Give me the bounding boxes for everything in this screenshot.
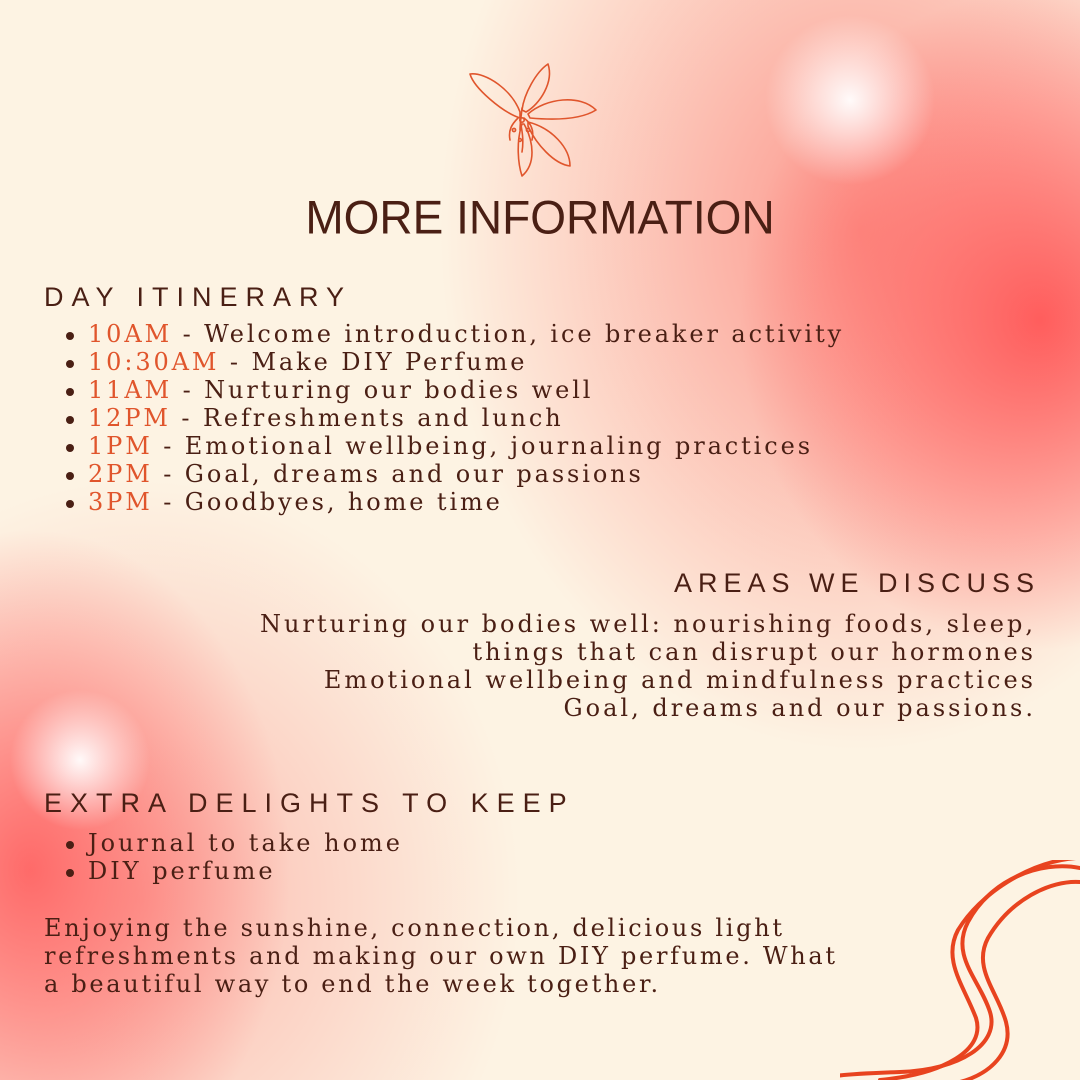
list-item — [62, 829, 403, 857]
bullet-icon — [66, 869, 74, 877]
itinerary-heading: DAY ITINERARY — [44, 282, 353, 312]
time-label: 11AM — [88, 376, 173, 404]
areas-line: Nurturing our bodies well: nourishing foods, sleep, — [260, 610, 1036, 638]
extra-text: Journal to take home — [88, 829, 403, 857]
list-item — [62, 376, 844, 404]
extra-text: DIY perfume — [88, 857, 276, 885]
bullet-icon — [66, 360, 74, 368]
bullet-icon — [66, 500, 74, 508]
decorative-squiggle-icon — [840, 860, 1080, 1080]
lily-outline-icon — [462, 60, 602, 185]
list-item — [62, 488, 844, 516]
bullet-icon — [66, 332, 74, 340]
time-label: 1PM — [88, 432, 153, 460]
time-label: 2PM — [88, 460, 153, 488]
activity-text: - Make DIY Perfume — [219, 348, 528, 376]
activity-text: - Refreshments and lunch — [170, 404, 564, 432]
activity-text: - Welcome introduction, ice breaker activity — [172, 320, 845, 348]
list-item — [62, 857, 403, 885]
areas-text — [260, 610, 1036, 722]
extras-heading: EXTRA DELIGHTS TO KEEP — [44, 788, 575, 818]
time-label: 10:30AM — [88, 348, 220, 376]
list-item — [62, 404, 844, 432]
list-item — [62, 432, 844, 460]
extras-list — [62, 829, 403, 885]
areas-line: Emotional wellbeing and mindfulness practices — [323, 666, 1036, 694]
page-title: MORE INFORMATION — [305, 190, 775, 244]
areas-heading: AREAS WE DISCUSS — [673, 568, 1040, 598]
activity-text: - Nurturing our bodies well — [172, 376, 594, 404]
activity-text: - Goal, dreams and our passions — [152, 460, 644, 488]
itinerary-list — [62, 320, 844, 516]
activity-text: - Goodbyes, home time — [152, 488, 503, 516]
list-item — [62, 320, 844, 348]
time-label: 12PM — [88, 404, 171, 432]
bullet-icon — [66, 416, 74, 424]
bullet-icon — [66, 841, 74, 849]
bullet-icon — [66, 472, 74, 480]
list-item — [62, 348, 844, 376]
bullet-icon — [66, 388, 74, 396]
list-item — [62, 460, 844, 488]
time-label: 10AM — [88, 320, 173, 348]
closing-paragraph: Enjoying the sunshine, connection, delicious light refreshments and making our own DIY perfume. What a beautiful way to end the week together. — [44, 914, 838, 998]
areas-line: things that can disrupt our hormones — [472, 638, 1036, 666]
bullet-icon — [66, 444, 74, 452]
activity-text: - Emotional wellbeing, journaling practices — [152, 432, 813, 460]
areas-line: Goal, dreams and our passions. — [563, 694, 1036, 722]
time-label: 3PM — [88, 488, 153, 516]
